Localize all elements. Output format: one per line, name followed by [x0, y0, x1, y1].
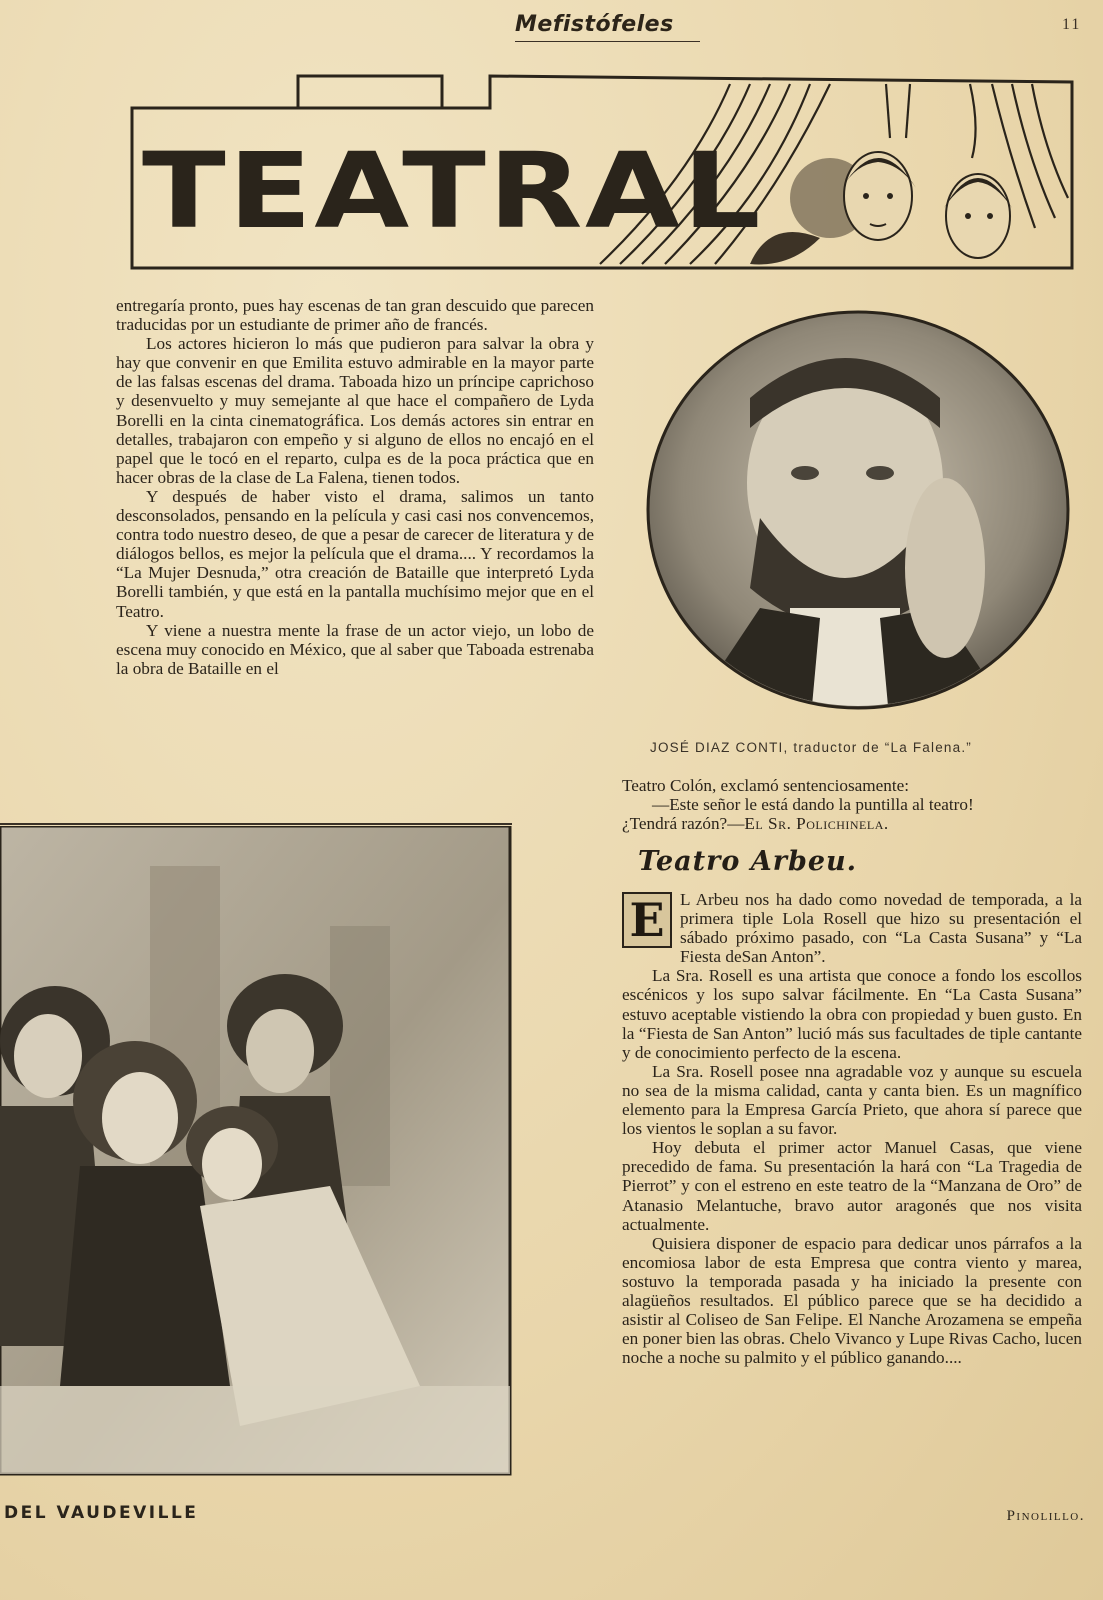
face-left	[842, 152, 916, 240]
running-head-title: Mefistófeles	[515, 12, 700, 42]
drop-cap: E	[622, 892, 672, 948]
paragraph: Los actores hicieron lo más que pudieron para salvar la obra y hay que convenir en que Emilita estuvo admirable en la mayor parte de las falsas escenas del drama. Taboada hizo un príncipe caprichoso y desenvuelto y muy semejante al que hace el compañero de Lyda Borelli en la cinta cinematográfica. Los demás actores sin entrar en detalles, trabajaron con empeño y si alguno de ellos no encajó en el papel que le tocó en el reparto, culpa es de la poca práctica que en hacer obras de la clase de La Falena, tienen todos.	[116, 334, 594, 487]
paragraph	[622, 814, 1082, 833]
face-right	[944, 174, 1012, 258]
paragraph: L Arbeu nos ha dado como novedad de temporada, a la primera tiple Lola Rosell que hizo su presentación el sábado próximo pasado, con “La Casta Susana” y “La Fiesta deSan Anton”.	[680, 890, 1082, 967]
question-text: ¿Tendrá razón?—	[622, 814, 745, 834]
banner-title: TEATRAL	[142, 130, 763, 252]
paragraph: Quisiera disponer de espacio para dedicar unos párrafos a la encomiosa labor de esta Empresa que contra viento y marea, sostuvo la temporada pasada y ha iniciado la presente con alagüeños resultados. El público parece que se ha decidido a asistir al Coliseo de San Felipe. El Nanche Arozamena se empeña en poner bien las obras. Chelo Vivanco y Lupe Rivas Cacho, lucen noche a noche su palmito y el público ganando....	[622, 1233, 1082, 1368]
byline: El Sr. Polichinela.	[744, 814, 889, 834]
right-column-lead	[622, 776, 1082, 838]
paragraph: —Este señor le está dando la puntilla al teatro!	[652, 795, 974, 815]
portrait-photo	[640, 308, 1080, 728]
paragraph: Y viene a nuestra mente la frase de un actor viejo, un lobo de escena muy conocido en México, que al saber que Taboada estrenaba la obra de Bataille en el	[116, 620, 594, 678]
paragraph: La Sra. Rosell es una artista que conoce a fondo los escollos escénicos y los supo salvar fácilmente. En “La Casta Susana” estuvo aceptable vistiendo la obra con propiedad y buen gusto. En la “Fiesta de San Anton” lució más sus facultades de tiple cantante y de conocimiento perfecto de la escena.	[622, 966, 1082, 1062]
paragraph: Y después de haber visto el drama, salimos un tanto desconsolados, pensando en la película y casi casi nos convencemos, contra todo nuestro deseo, de que a pesar de carecer de literatura y de diálogos bellos, es mejor la película que el drama.... Y recordamos la “La Mujer Desnuda,” otra creación de Bataille que interpretó Lyda Borelli también, y que está en la pantalla muchísimo mejor que en el Teatro.	[116, 486, 594, 621]
page-number: 11	[1062, 16, 1082, 33]
portrait-caption: JOSÉ DIAZ CONTI, traductor de “La Falena.”	[650, 740, 972, 755]
group-photo-caption: DEL VAUDEVILLE	[4, 1503, 199, 1523]
paragraph: entregaría pronto, pues hay escenas de tan gran descuido que parecen traducidas por un estudiante de primer año de francés.	[116, 296, 594, 335]
photo-top-rule	[0, 823, 512, 825]
section-heading: Teatro Arbeu.	[638, 846, 858, 877]
paragraph: Hoy debuta el primer actor Manuel Casas, que viene precedido de fama. Su presentación la hará con “La Tragedia de Pierrot” y con el estreno en este teatro de la “Manzana de Oro” de Atanasio Melantuche, bravo autor aragonés que nos visita actualmente.	[622, 1138, 1082, 1234]
arbeu-article	[622, 890, 1082, 1510]
paragraph: La Sra. Rosell posee nna agradable voz y aunque su escuela no sea de la misma calidad, canta y canta bien. Es un magnífico elemento para la Empresa García Prieto, que ahora sí parece que los vientos le soplan a su favor.	[622, 1061, 1082, 1139]
paragraph: Teatro Colón, exclamó sentenciosamente:	[622, 776, 910, 795]
signature: Pinolillo.	[1006, 1508, 1085, 1524]
left-column-article	[116, 296, 594, 800]
group-photo	[0, 826, 512, 1476]
